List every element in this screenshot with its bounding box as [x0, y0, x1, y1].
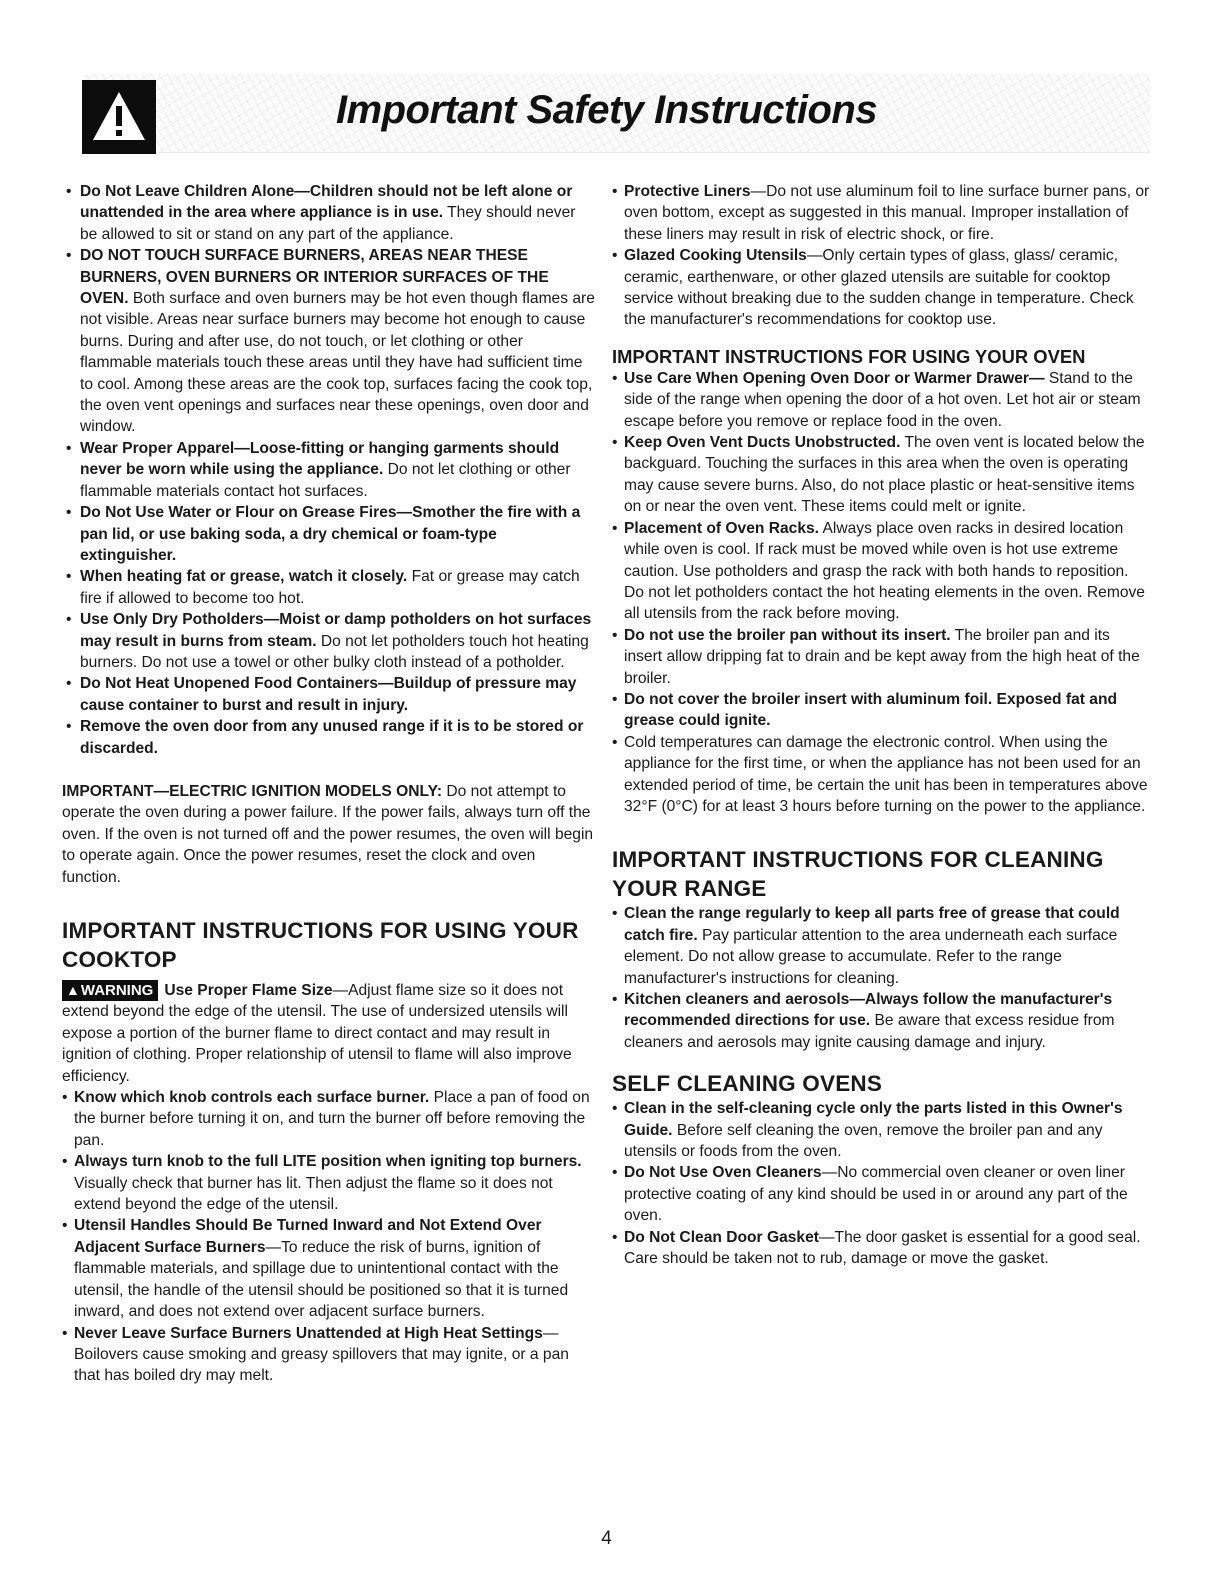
- list-item: • Clean in the self-cleaning cycle only the parts listed in this Owner's Guide. Before self cleaning the oven, remove the broiler pan and any utensils or foods from the oven.: [612, 1098, 1152, 1162]
- oven-list: [612, 368, 1152, 818]
- list-item: • DO NOT TOUCH SURFACE BURNERS, AREAS NEAR THESE BURNERS, OVEN BURNERS OR INTERIOR SURFACES OF THE OVEN. Both surface and oven burners may be hot even though flames are not visible. Areas near surface burners may become hot enough to cause burns. During and after use, do not touch, or let clothing or other flammable materials touch these areas until they have had sufficient time to cool. Among these areas are the cook top, surfaces facing the cook top, the oven vent openings and surfaces near these openings, oven door and window.: [62, 245, 596, 438]
- cleaning-heading: IMPORTANT INSTRUCTIONS FOR CLEANING YOUR RANGE: [612, 847, 1104, 902]
- left-column: [62, 181, 596, 1387]
- list-item: • Utensil Handles Should Be Turned Inward and Not Extend Over Adjacent Surface Burners—To reduce the risk of burns, ignition of flammable materials, and spillage due to unintentional contact with the utensil, the handle of the utensil should be positioned so that it is turned inward, and does not extend over adjacent surface burners.: [62, 1215, 596, 1322]
- flame-size-warning: ▲WARNING Use Proper Flame Size—Adjust flame size so it does not extend beyond the edge of the utensil. The use of undersized utensils will expose a portion of the burner flame to direct contact and may result in ignition of clothing. Proper relationship of utensil to flame will also improve efficiency.: [62, 982, 572, 1085]
- list-item: • Know which knob controls each surface burner. Place a pan of food on the burner before turning it on, and turn the burner off before removing the pan.: [62, 1087, 596, 1151]
- page-number: 4: [601, 1528, 612, 1549]
- page-title: Important Safety Instructions: [335, 88, 878, 132]
- list-item: • Do Not Heat Unopened Food Containers—Buildup of pressure may cause container to burst and result in injury.: [62, 673, 596, 716]
- right-column: [612, 181, 1152, 1269]
- list-item: • Glazed Cooking Utensils—Only certain types of glass, glass/ ceramic, ceramic, earthenware, or other glazed utensils are suitable for cooktop service without breaking due to the sudden change in temperature. Check the manufacturer's recommendations for cooktop use.: [612, 245, 1152, 331]
- cleaning-list: [612, 903, 1152, 1053]
- cooktop-list: [62, 1087, 596, 1387]
- list-item: • Keep Oven Vent Ducts Unobstructed. The oven vent is located below the backguard. Touching the surfaces in this area when the oven is operating may cause severe burns. Also, do not place plastic or heat-sensitive items on or near the oven vent. These items could melt or ignite.: [612, 432, 1152, 518]
- list-item: • Placement of Oven Racks. Always place oven racks in desired location while oven is cool. If rack must be moved while oven is hot use extreme caution. Use potholders and grasp the rack with both hands to reposition. Do not let potholders contact the hot heating elements in the oven. Remove all utensils from the rack before moving.: [612, 518, 1152, 625]
- list-item: • Clean the range regularly to keep all parts free of grease that could catch fire. Pay particular attention to the area underneath each surface element. Do not allow grease to accumulate. Refer to the range manufacturer's instructions for cleaning.: [612, 903, 1152, 989]
- list-item: • When heating fat or grease, watch it closely. Fat or grease may catch fire if allowed to become too hot.: [62, 566, 596, 609]
- oven-heading: IMPORTANT INSTRUCTIONS FOR USING YOUR OVEN: [612, 345, 1086, 367]
- self-cleaning-list: [612, 1098, 1152, 1269]
- self-cleaning-heading: SELF CLEANING OVENS: [612, 1071, 883, 1097]
- warning-triangle-icon: ▲: [66, 982, 80, 998]
- right-safety-list: [612, 181, 1152, 331]
- list-item: • Do Not Clean Door Gasket—The door gasket is essential for a good seal. Care should be taken not to rub, damage or move the gasket.: [612, 1227, 1152, 1270]
- list-item: • Use Care When Opening Oven Door or Warmer Drawer— Stand to the side of the range when opening the door of a hot oven. Let hot air or steam escape before you remove or replace food in the oven.: [612, 368, 1152, 432]
- list-item: • Do not use the broiler pan without its insert. The broiler pan and its insert allow dripping fat to drain and be kept away from the high heat of the broiler.: [612, 625, 1152, 689]
- list-item: • Protective Liners—Do not use aluminum foil to line surface burner pans, or oven bottom, except as suggested in this manual. Improper installation of these liners may result in risk of electric shock, or fire.: [612, 181, 1152, 245]
- list-item: • Always turn knob to the full LITE position when igniting top burners. Visually check that burner has lit. Then adjust the flame so it does not extend beyond the edge of the utensil.: [62, 1151, 596, 1215]
- list-item: • Do Not Use Water or Flour on Grease Fires—Smother the fire with a pan lid, or use baking soda, a dry chemical or foam-type extinguisher.: [62, 502, 596, 566]
- list-item: • Do Not Use Oven Cleaners—No commercial oven cleaner or oven liner protective coating of any kind should be used in or around any part of the oven.: [612, 1162, 1152, 1226]
- list-item: • Use Only Dry Potholders—Moist or damp potholders on hot surfaces may result in burns from steam. Do not let potholders touch hot heating burners. Do not use a towel or other bulky cloth instead of a potholder.: [62, 609, 596, 673]
- electric-ignition-note: IMPORTANT—ELECTRIC IGNITION MODELS ONLY: Do not attempt to operate the oven during a power failure. If the power fails, always turn off the oven. If the oven is not turned off and the power resumes, the oven will begin to operate again. Once the power resumes, reset the clock and oven function.: [62, 782, 594, 886]
- list-item: • Wear Proper Apparel—Loose-fitting or hanging garments should never be worn while using the appliance. Do not let clothing or other flammable materials contact hot surfaces.: [62, 438, 596, 502]
- list-item: • Do Not Leave Children Alone—Children should not be left alone or unattended in the area where appliance is in use. They should never be allowed to sit or stand on any part of the appliance.: [62, 181, 596, 245]
- left-safety-list: [62, 181, 596, 759]
- list-item: • Kitchen cleaners and aerosols—Always follow the manufacturer's recommended directions for use. Be aware that excess residue from cleaners and aerosols may ignite causing damage and injury.: [612, 989, 1152, 1053]
- warning-badge: ▲WARNING: [62, 980, 158, 1001]
- list-item: • Do not cover the broiler insert with aluminum foil. Exposed fat and grease could ignite.: [612, 689, 1152, 732]
- cooktop-heading: IMPORTANT INSTRUCTIONS FOR USING YOUR COOKTOP: [62, 918, 579, 972]
- list-item: • Remove the oven door from any unused range if it is to be stored or discarded.: [62, 716, 596, 759]
- list-item: • Cold temperatures can damage the electronic control. When using the appliance for the first time, or when the appliance has not been used for an extended period of time, be certain the unit has been in temperatures above 32°F (0°C) for at least 3 hours before turning on the power to the appliance.: [612, 732, 1152, 818]
- list-item: • Never Leave Surface Burners Unattended at High Heat Settings—Boilovers cause smoking and greasy spillovers that may ignite, or a pan that has boiled dry may melt.: [62, 1323, 596, 1387]
